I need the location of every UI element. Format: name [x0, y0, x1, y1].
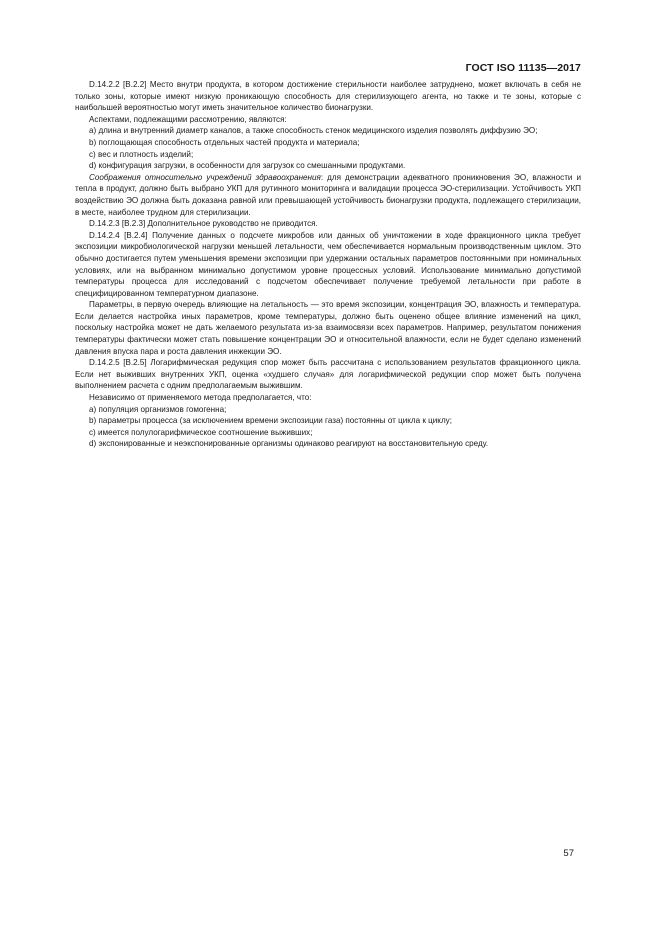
paragraph-d-14-2-5: D.14.2.5 [B.2.5] Логарифмическая редукция спор может быть рассчитана с использованием результатов фракционного цикла. Если нет выживших внутренних УКП, оценка «худшего случая» для логарифмической редукции спор может быть получена выполнением расчета с одним предполагаемым выжившим. [75, 358, 581, 391]
document-body [75, 79, 581, 450]
assumption-item-a: a) популяция организмов гомогенна; [89, 404, 227, 414]
list-item-c: c) вес и плотность изделий; [89, 149, 194, 159]
healthcare-considerations-heading: Соображения относительно учреждений здравоохранения [89, 172, 321, 182]
list-item-a: a) длина и внутренний диаметр каналов, а также способность стенок медицинского изделия позволять диффузию ЭО; [89, 126, 538, 136]
page-number: 57 [563, 848, 574, 859]
paragraph-aspects-intro: Аспектами, подлежащими рассмотрению, являются: [89, 114, 287, 124]
paragraph-assumptions-intro: Независимо от применяемого метода предполагается, что: [89, 393, 312, 403]
paragraph-d-14-2-3: D.14.2.3 [B.2.3] Дополнительное руководство не приводится. [89, 219, 318, 229]
paragraph-d-14-2-2: D.14.2.2 [B.2.2] Место внутри продукта, в котором достижение стерильности наиболее затруднено, может включать в себя не только зоны, которые имеют низкую проникающую способность для стерилизующего агента, но также и те зоны, которые с наибольшей вероятностью могут иметь значительное количество бионагрузки. [75, 80, 581, 113]
paragraph-d-14-2-4: D.14.2.4 [B.2.4] Получение данных о подсчете микробов или данных об уничтожении в ходе фракционного цикла требует экспозиции микробиологической нагрузки меньшей летальности, чем обеспечивается нормальным производственным циклом. Это обычно достигается путем уменьшения времени экспозиции при удержании остальных параметров постоянными при номинальных условиях, или на выбранном минимально допустимом уровне процессных условий. Использование минимально допустимой температуры процесса для исследований с подсчетом обеспечивает получение требуемой летальности при работе в специфицированном температурном диапазоне. [75, 230, 581, 298]
healthcare-considerations-text: : для демонстрации адекватного проникновения ЭО, влажности и тепла в продукт, должно быть выбрано УКП для рутинного мониторинга и валидации процесса ЭО-стерилизации. Устойчивость УКП воздействию ЭО должна быть доказана равной или превышающей устойчивость бионагрузки продукта, подлежащего стерилизации, в месте, наиболее трудном для стерилизации. [75, 172, 581, 217]
list-item-d: d) конфигурация загрузки, в особенности для загрузок со смешанными продуктами. [89, 161, 406, 171]
paragraph-healthcare-considerations [75, 172, 581, 218]
paragraph-parameters: Параметры, в первую очередь влияющие на летальность — это время экспозиции, концентрация ЭО, влажность и температура. Если делается настройка иных параметров, кроме температуры, должно быть оценено общее влияние изменений на цикл, поскольку настройка может не дать желаемого результата из-за взаимосвязи всех параметров. Например, результатом понижения температуры фактически может стать повышение концентрации ЭО и относительной влажности, если не будет сделано изменений давления впуска пара и роста давления инжекции ЭО. [75, 300, 581, 356]
assumption-item-c: c) имеется полулогарифмическое соотношение выживших; [89, 427, 313, 437]
standard-header: ГОСТ ISO 11135—2017 [465, 62, 581, 74]
assumption-item-b: b) параметры процесса (за исключением времени экспозиции газа) постоянны от цикла к циклу; [89, 416, 452, 426]
list-item-b: b) поглощающая способность отдельных частей продукта и материала; [89, 137, 360, 147]
assumption-item-d: d) экспонированные и неэкспонированные организмы одинаково реагируют на восстановительную среду. [89, 439, 489, 449]
